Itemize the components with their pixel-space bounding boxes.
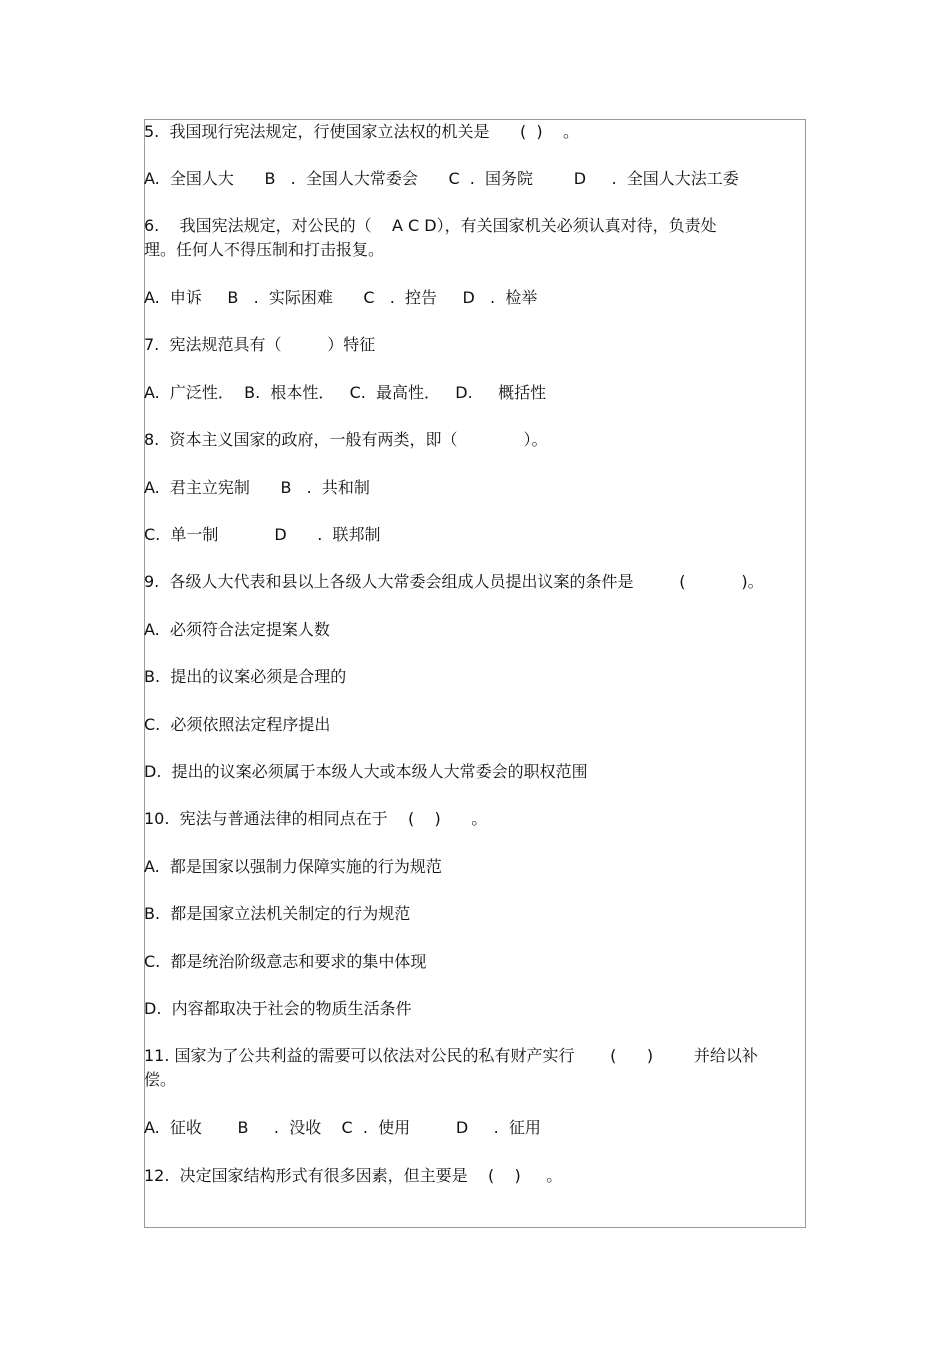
question-7: 7. 宪法规范具有（ ）特征 (144, 335, 376, 354)
question-8-option-cd: C. 单一制 D . 联邦制 (144, 525, 381, 544)
question-11: 11. 国家为了公共利益的需要可以依法对公民的私有财产实行 ( ) 并给以补 偿。 (144, 1046, 758, 1089)
question-9-option-d: D. 提出的议案必须属于本级人大或本级人大常委会的职权范围 (144, 762, 588, 781)
question-5-options: A. 全国人大 B . 全国人大常委会 C . 国务院 D . 全国人大法工委 (144, 169, 739, 188)
question-10: 10. 宪法与普通法律的相同点在于 ( ) 。 (144, 809, 488, 828)
question-8-option-ab: A. 君主立宪制 B . 共和制 (144, 478, 370, 497)
question-6-options: A. 申诉 B . 实际困难 C . 控告 D . 检举 (144, 288, 538, 307)
question-11-options: A. 征收 B . 没收 C . 使用 D . 征用 (144, 1118, 541, 1137)
question-12: 12. 决定国家结构形式有很多因素，但主要是 ( ) 。 (144, 1166, 563, 1185)
question-10-option-a: A. 都是国家以强制力保障实施的行为规范 (144, 857, 442, 876)
question-5: 5. 我国现行宪法规定，行使国家立法权的机关是 ( ) 。 (144, 122, 579, 141)
question-6: 6. 我国宪法规定，对公民的（ A C D），有关国家机关必须认真对待，负责处 理。任何人不得压制和打击报复。 (144, 216, 717, 259)
question-10-option-d: D. 内容都取决于社会的物质生活条件 (144, 999, 412, 1018)
question-10-option-b: B. 都是国家立法机关制定的行为规范 (144, 904, 411, 923)
question-9: 9. 各级人大代表和县以上各级人大常委会组成人员提出议案的条件是 ( )。 (144, 572, 764, 591)
question-8: 8. 资本主义国家的政府，一般有两类，即（ ）。 (144, 430, 548, 449)
question-9-option-a: A. 必须符合法定提案人数 (144, 620, 330, 639)
question-10-option-c: C. 都是统治阶级意志和要求的集中体现 (144, 952, 427, 971)
question-7-options: A. 广泛性． B. 根本性． C. 最高性． D. 概括性 (144, 383, 547, 402)
question-9-option-b: B. 提出的议案必须是合理的 (144, 667, 347, 686)
question-9-option-c: C. 必须依照法定程序提出 (144, 715, 331, 734)
